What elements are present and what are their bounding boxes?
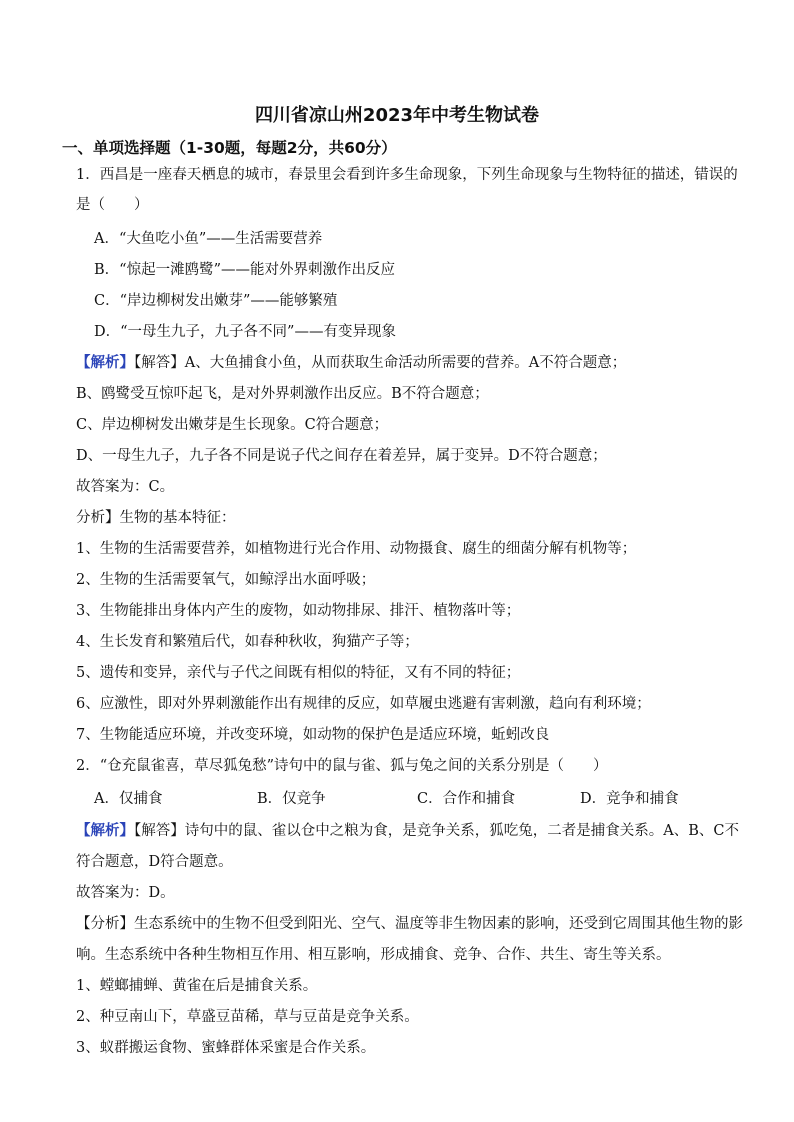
q1-answer-line5: 故答案为：C。 bbox=[76, 479, 175, 495]
jiexi-tag: 【解析】 bbox=[76, 354, 134, 371]
q1-option-a: A．“大鱼吃小鱼”——生活需要营养 bbox=[94, 231, 323, 247]
q1-option-b: B．“惊起一滩鸥鹭”——能对外界刺激作出反应 bbox=[94, 262, 395, 278]
q2-stem: 2．“仓充鼠雀喜，草尽狐兔愁”诗句中的鼠与雀、狐与兔之间的关系分别是（ ） bbox=[76, 758, 608, 774]
q1-option-c: C．“岸边柳树发出嫩芽”——能够繁殖 bbox=[94, 293, 338, 309]
q2-answer-text: 【解答】诗句中的鼠、雀以仓中之粮为食，是竞争关系，狐吃兔，二者是捕食关系。A、B、C不 bbox=[134, 823, 739, 839]
q2-option-d: D．竞争和捕食 bbox=[580, 791, 679, 807]
jiexi-tag: 【解析】 bbox=[76, 822, 134, 839]
q2-answer-line2: 符合题意，D符合题意。 bbox=[76, 854, 233, 870]
q2-option-c: C．合作和捕食 bbox=[417, 791, 516, 807]
q2-analysis-line2: 响。生态系统中各种生物相互作用、相互影响，形成捕食、竞争、合作、共生、寄生等关系。 bbox=[76, 947, 671, 963]
q1-analysis-3: 3、生物能排出身体内产生的废物，如动物排尿、排汗、植物落叶等； bbox=[76, 603, 521, 619]
q1-analysis-7: 7、生物能适应环境，并改变环境，如动物的保护色是适应环境，蚯蚓改良 bbox=[76, 727, 550, 743]
q1-analysis-5: 5、遗传和变异，亲代与子代之间既有相似的特征，又有不同的特征； bbox=[76, 665, 521, 681]
q1-analysis-6: 6、应激性，即对外界刺激能作出有规律的反应，如草履虫逃避有害刺激，趋向有利环境； bbox=[76, 696, 651, 712]
q2-analysis-line5: 3、蚁群搬运食物、蜜蜂群体采蜜是合作关系。 bbox=[76, 1040, 376, 1056]
q1-analysis-heading: 分析】生物的基本特征： bbox=[76, 510, 236, 526]
section-heading: 一、单项选择题（1-30题，每题2分，共60分） bbox=[62, 139, 397, 157]
q1-answer-line1 bbox=[76, 352, 756, 374]
q2-option-a: A．仅捕食 bbox=[94, 791, 163, 807]
q2-analysis-line4: 2、种豆南山下，草盛豆苗稀，草与豆苗是竞争关系。 bbox=[76, 1009, 419, 1025]
q2-analysis-line3: 1、螳螂捕蝉、黄雀在后是捕食关系。 bbox=[76, 978, 318, 994]
page-title: 四川省凉山州2023年中考生物试卷 bbox=[254, 105, 540, 126]
q1-analysis-2: 2、生物的生活需要氧气，如鲸浮出水面呼吸； bbox=[76, 572, 376, 588]
q1-answer-line2: B、鸥鹭受互惊吓起飞，是对外界刺激作出反应。B不符合题意； bbox=[76, 386, 489, 402]
q2-answer-line1 bbox=[76, 820, 756, 842]
q2-option-b: B．仅竞争 bbox=[257, 791, 326, 807]
q1-analysis-4: 4、生长发育和繁殖后代，如春种秋收，狗猫产子等； bbox=[76, 634, 419, 650]
q1-answer-text: 【解答】A、大鱼捕食小鱼，从而获取生命活动所需要的营养。A不符合题意； bbox=[134, 355, 627, 371]
q1-analysis-1: 1、生物的生活需要营养，如植物进行光合作用、动物摄食、腐生的细菌分解有机物等； bbox=[76, 541, 637, 557]
q1-answer-line3: C、岸边柳树发出嫩芽是生长现象。C符合题意； bbox=[76, 417, 389, 433]
q2-answer-line3: 故答案为：D。 bbox=[76, 885, 175, 901]
q1-option-d: D．“一母生九子，九子各不同”——有变异现象 bbox=[94, 324, 396, 340]
q1-answer-line4: D、一母生九子，九子各不同是说子代之间存在着差异，属于变异。D不符合题意； bbox=[76, 448, 607, 464]
q1-stem-line1: 1．西昌是一座春天栖息的城市，春景里会看到许多生命现象，下列生命现象与生物特征的描述，错误的 bbox=[76, 167, 738, 183]
q1-stem-line2: 是（ ） bbox=[76, 197, 149, 213]
q2-analysis-line1: 【分析】生态系统中的生物不但受到阳光、空气、温度等非生物因素的影响，还受到它周围其他生物的影 bbox=[76, 916, 743, 932]
